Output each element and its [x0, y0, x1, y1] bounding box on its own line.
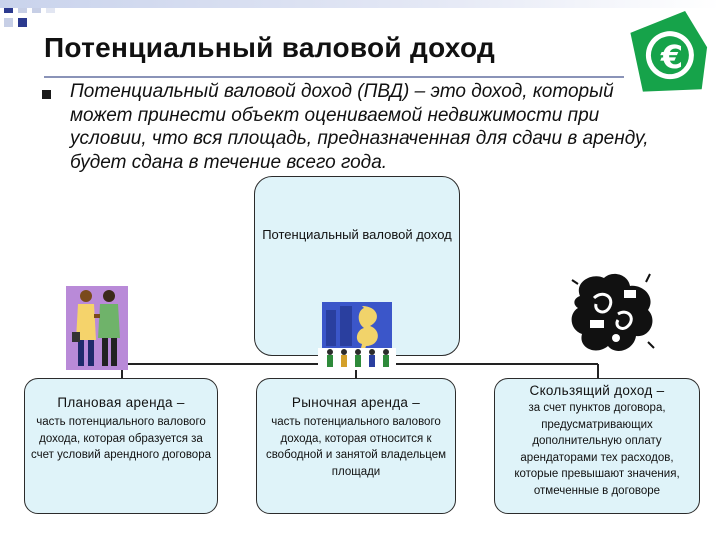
definition-text: Потенциальный валовой доход (ПВД) – это доход, который может принести объект оцениваемой недвижимости при условии, что вся площадь, предназначенная для сдачи в аренду, будет сдана в течение всего года. [70, 81, 649, 173]
sliding-income-title: Скользящий доход – [529, 383, 665, 398]
market-crowd-illustration [318, 300, 396, 372]
planned-rent-title: Плановая аренда – [57, 395, 185, 410]
money-swirl-illustration [566, 268, 660, 360]
sliding-income-description: за счет пунктов договора, предусматривающих дополнительную оплату арендаторами тех расходов, которые превышают значения, отмеченные в договоре [514, 402, 680, 497]
sliding-income-node [494, 378, 700, 514]
market-rent-description: часть потенциального валового дохода, которая относится к свободной и занятой владельцем площади [265, 416, 447, 478]
svg-text:€: € [660, 38, 684, 76]
business-people-illustration [64, 282, 130, 372]
planned-rent-node [24, 378, 218, 514]
root-node-label: Потенциальный валовой доход [262, 227, 452, 242]
planned-rent-description: часть потенциального валового дохода, которая образуется за счет условий арендного договора [31, 416, 211, 461]
market-rent-node [256, 378, 456, 514]
market-rent-title: Рыночная аренда – [291, 395, 421, 410]
page-title: Потенциальный валовой доход [44, 32, 496, 63]
